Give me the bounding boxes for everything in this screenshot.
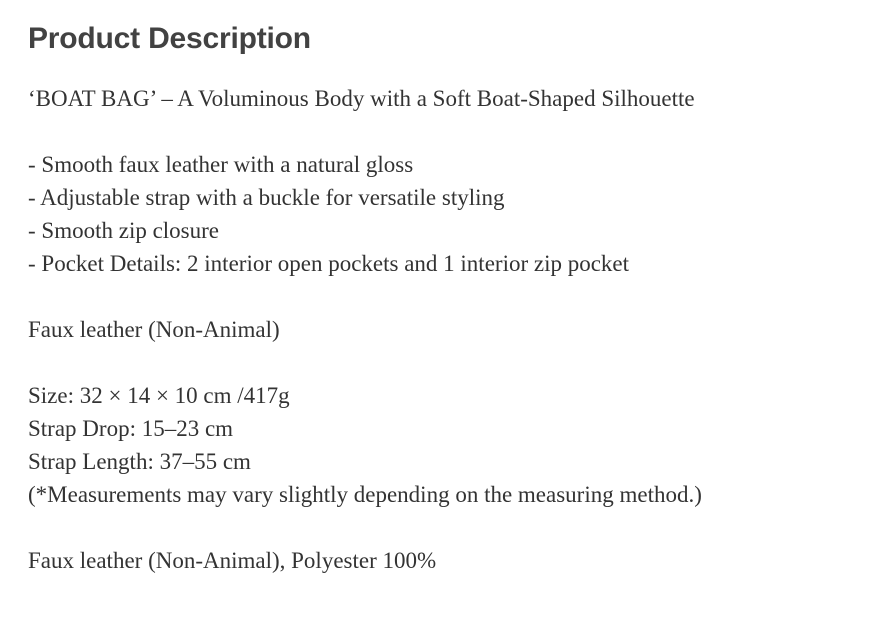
spec-strap-length: Strap Length: 37–55 cm [28,449,251,474]
spacer [28,115,862,148]
spec-strap-drop: Strap Drop: 15–23 cm [28,416,234,441]
feature-item: - Smooth faux leather with a natural gloss [28,152,414,177]
spacer [28,280,862,313]
composition: Faux leather (Non-Animal), Polyester 100% [28,548,437,573]
material-note: Faux leather (Non-Animal) [28,317,280,342]
feature-item: - Adjustable strap with a buckle for versatile styling [28,185,505,210]
description-body [28,82,862,577]
feature-item: - Smooth zip closure [28,218,219,243]
spec-measurement-note: (*Measurements may vary slightly depending on the measuring method.) [28,482,702,507]
spacer [28,346,862,379]
spacer [28,511,862,544]
description-headline: ‘BOAT BAG’ – A Voluminous Body with a Soft Boat-Shaped Silhouette [28,86,695,111]
spec-size: Size: 32 × 14 × 10 cm /417g [28,383,290,408]
feature-item: - Pocket Details: 2 interior open pockets and 1 interior zip pocket [28,251,630,276]
section-title: Product Description [28,22,311,55]
